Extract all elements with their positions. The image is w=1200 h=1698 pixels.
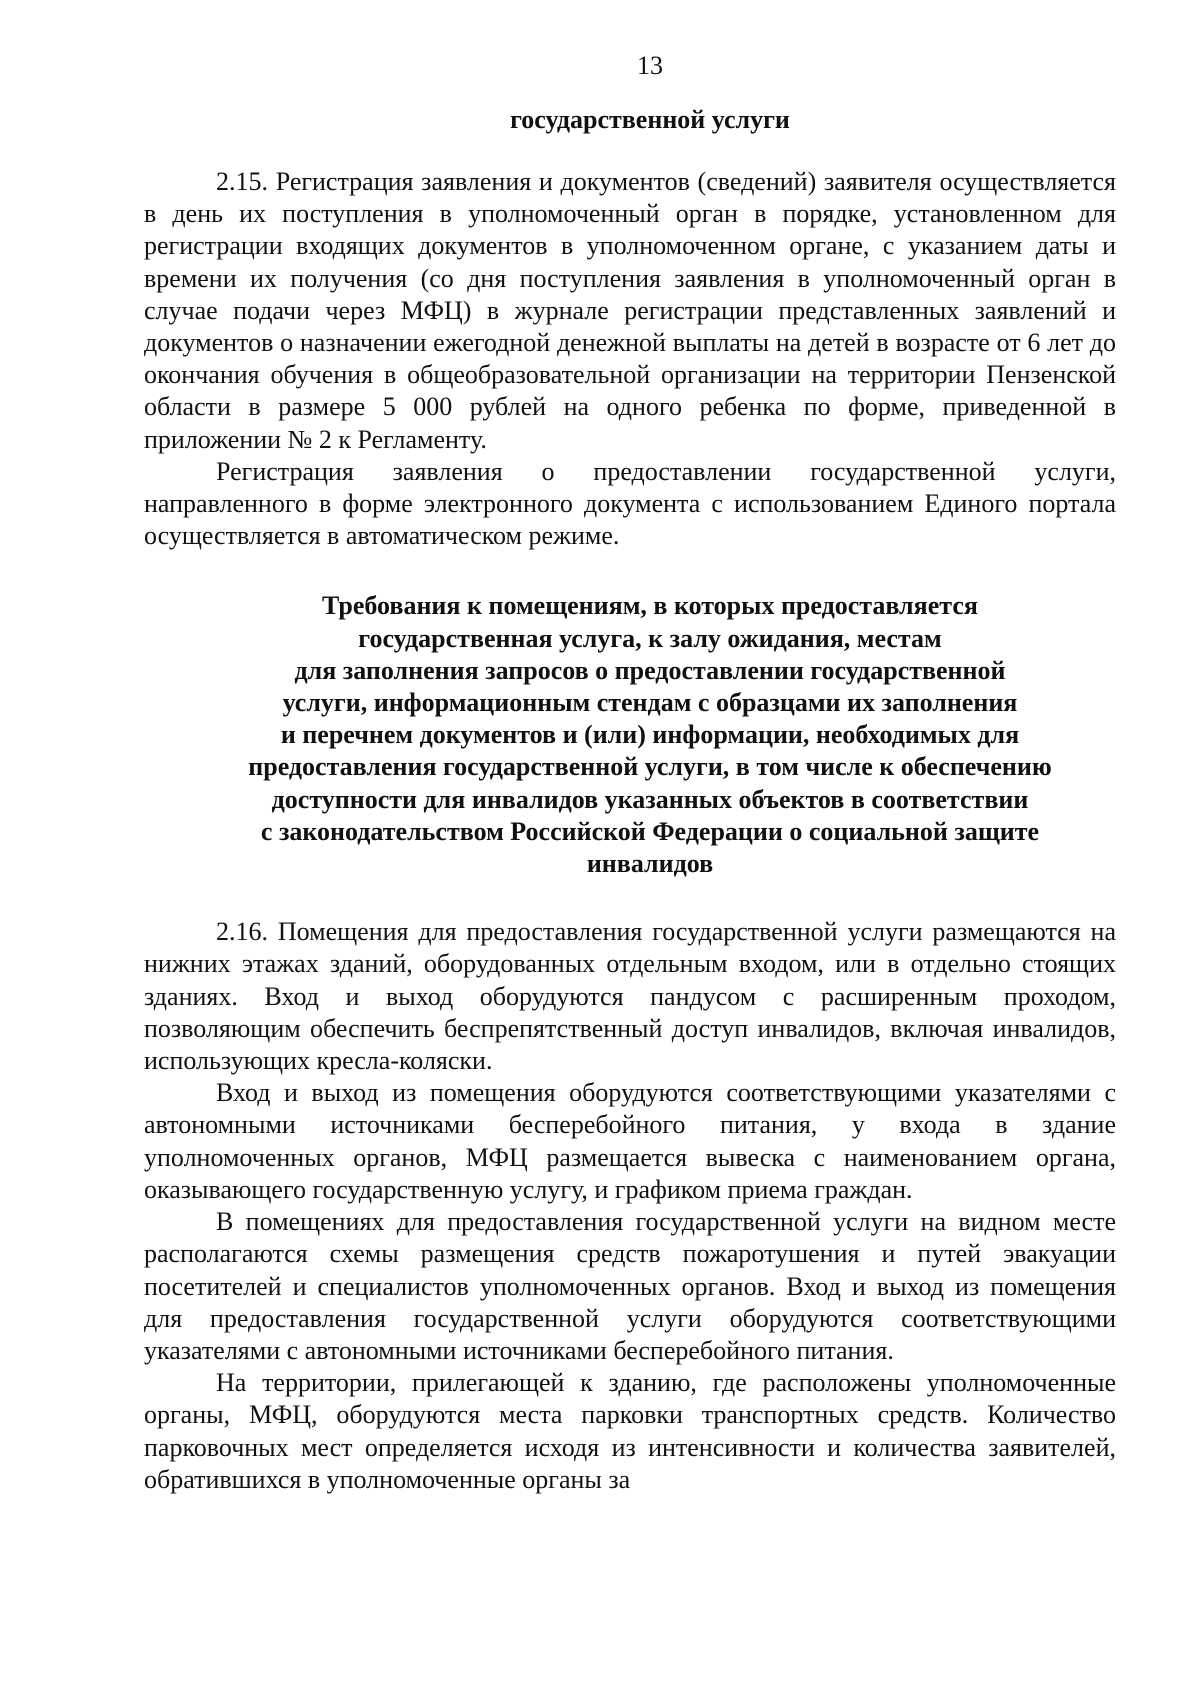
- section-heading: [144, 590, 1116, 880]
- section-heading-line: услуги, информационным стендам с образцами их заполнения: [282, 688, 1018, 718]
- paragraph-parking: На территории, прилегающей к зданию, где расположены уполномоченные органы, МФЦ, оборудуются места парковки транспортных средств. Количество парковочных мест определяется исходя из интенсивности и количества заявителей, обратившихся в уполномоченные органы за: [144, 1368, 1116, 1494]
- paragraph-2-15: 2.15. Регистрация заявления и документов (сведений) заявителя осуществляется в день их поступления в уполномоченный орган в порядке, установленном для регистрации входящих документов в уполномоченном органе, с указанием даты и времени их получения (со дня поступления заявления в уполномоченный орган в случае подачи через МФЦ) в журнале регистрации представленных заявлений и документов о назначении ежегодной денежной выплаты на детей в возрасте от 6 лет до окончания обучения в общеобразовательной организации на территории Пензенской области в размере 5 000 рублей на одного ребенка по форме, приведенной в приложении № 2 к Регламенту.: [144, 167, 1116, 454]
- page-number: 13: [637, 51, 663, 80]
- paragraph-evacuation-schemes: В помещениях для предоставления государственной услуги на видном месте располагаются схемы размещения средств пожаротушения и путей эвакуации посетителей и специалистов уполномоченных органов. Вход и выход из помещения для предоставления государственной услуги оборудуются соответствующими указателями с автономными источниками бесперебойного питания.: [144, 1207, 1116, 1365]
- section-heading-line: инвалидов: [586, 849, 714, 879]
- section-heading-line: и перечнем документов и (или) информации, необходимых для: [280, 720, 1020, 750]
- paragraph-entrance-signage: Вход и выход из помещения оборудуются соответствующими указателями с автономными источниками бесперебойного питания, у входа в здание уполномоченных органов, МФЦ размещается вывеска с наименованием органа, оказывающего государственную услугу, и графиком приема граждан.: [144, 1078, 1116, 1204]
- section-heading-line: с законодательством Российской Федерации о социальной защите: [260, 816, 1040, 846]
- paragraph-registration-electronic: Регистрация заявления о предоставлении государственной услуги, направленного в форме электронного документа с использованием Единого портала осуществляется в автоматическом режиме.: [144, 456, 1116, 551]
- section-heading-line: Требования к помещениям, в которых предоставляется: [322, 591, 978, 621]
- document-page: [144, 50, 1116, 1496]
- section-heading-line: доступности для инвалидов указанных объектов в соответствии: [271, 784, 1029, 814]
- paragraph-2-16: 2.16. Помещения для предоставления государственной услуги размещаются на нижних этажах зданий, оборудованных отдельным входом, или в отдельно стоящих зданиях. Вход и выход оборудуются пандусом с расширенным проходом, позволяющим обеспечить беспрепятственный доступ инвалидов, включая инвалидов, использующих кресла-коляски.: [144, 917, 1116, 1076]
- section-heading-line: предоставления государственной услуги, в том числе к обеспечению: [248, 752, 1052, 782]
- section-heading-line: для заполнения запросов о предоставлении государственной: [294, 655, 1006, 685]
- section-heading-line: государственная услуга, к залу ожидания, местам: [358, 623, 942, 653]
- section-heading-continuation: государственной услуги: [510, 105, 790, 134]
